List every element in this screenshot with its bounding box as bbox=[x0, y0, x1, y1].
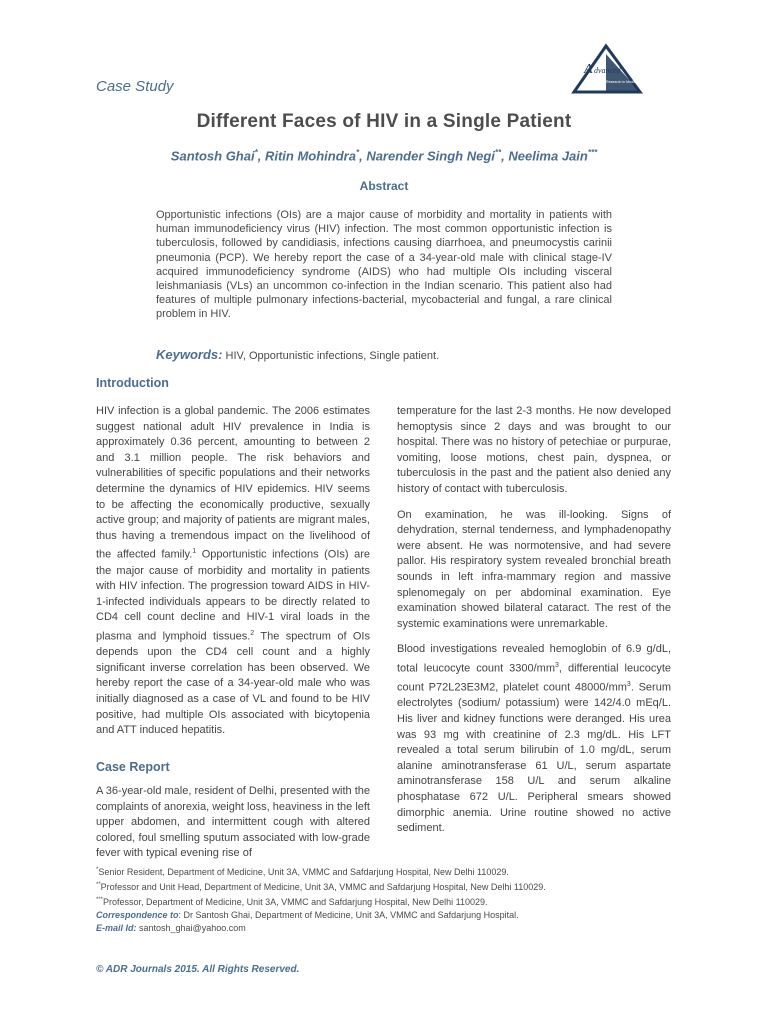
keywords-line bbox=[156, 347, 612, 362]
author-mark: * bbox=[254, 148, 258, 157]
logo-subtext: Research in Medicine bbox=[606, 80, 641, 84]
journal-logo bbox=[566, 40, 662, 100]
keywords-label: Keywords: bbox=[156, 347, 223, 362]
email-line bbox=[96, 922, 696, 935]
footnote-2 bbox=[96, 879, 696, 894]
right-column-text bbox=[397, 404, 671, 847]
footnote-mark: *** bbox=[96, 897, 104, 903]
superscript: 3 bbox=[555, 661, 559, 669]
footnote-text: Senior Resident, Department of Medicine, Unit 3A, VMMC and Safdarjung Hospital, New Delhi 110029. bbox=[98, 867, 509, 877]
correspondence-text: : Dr Santosh Ghai, Department of Medicine, Unit 3A, VMMC and Safdarjung Hospital. bbox=[178, 910, 519, 920]
email-label: E-mail Id: bbox=[96, 923, 137, 933]
article-title: Different Faces of HIV in a Single Patient bbox=[196, 111, 572, 132]
correspondence-label: Correspondence to bbox=[96, 910, 179, 920]
intro-part1: HIV infection is a global pandemic. The 2006 estimates suggest national adult HIV prevalence in India is approximately 0.36 percent, amounting to between 2 and 3.1 million people. The risk behaviors and vulnerabilities of specific populations and their networks determine the dynamics of HIV epidemics. HIV seems to be affecting the economically productive, sexually active group; and majority of patients are migrant males, thus having a tremendous impact on the livelihood of the affected family. bbox=[96, 405, 370, 561]
abstract-heading: Abstract bbox=[359, 179, 409, 193]
reference-2: 2 bbox=[250, 629, 255, 637]
author-name: Narender Singh Negi bbox=[366, 148, 495, 164]
section-label: Case Study bbox=[96, 78, 174, 95]
examination-paragraph: On examination, he was ill-looking. Signs of dehydration, sternal tenderness, and lymphadenopathy were absent. He was normotensive, and had severe pallor. His respiratory system revealed bronchial breath sounds in left infra-mammary region and massive splenomegaly on per abdominal examination. Eye examination showed bilateral cataract. The rest of the systemic examinations were unremarkable. bbox=[397, 508, 671, 630]
footnote-text: Professor and Unit Head, Department of Medicine, Unit 3A, VMMC and Safdarjung Hospital, New Delhi 110029. bbox=[100, 882, 546, 892]
superscript: 3 bbox=[626, 681, 631, 689]
intro-part3: The spectrum of OIs depends upon the CD4 cell count and a highly significant inverse correlation has been observed. We hereby report the case of a 34-year-old male who was initially diagnosed as a case of VL and found to be HIV positive, had multiple OIs associated with bicytopenia and ATT induced hepatitis. bbox=[96, 630, 370, 737]
footnote-3 bbox=[96, 894, 696, 909]
footnote-mark: * bbox=[96, 867, 99, 873]
footnote-1 bbox=[96, 864, 696, 879]
author-name: Neelima Jain bbox=[508, 148, 588, 164]
footnote-text: Professor, Department of Medicine, Unit 3A, VMMC and Safdarjung Hospital, New Delhi 110029. bbox=[103, 897, 488, 907]
investigations-part-b: , differential leucocyte count P72L23E3M2, platelet count 48000/mm bbox=[397, 662, 671, 694]
email-address[interactable]: santosh_ghai@yahoo.com bbox=[136, 923, 246, 933]
keywords-text: HIV, Opportunistic infections, Single patient. bbox=[225, 350, 440, 362]
investigations-part-c: . Serum electrolytes (sodium/ potassium) were 142/4.0 mEq/L. His liver and kidney functions were deranged. His urea was 93 mg with creatinine of 2.3 mg/dL. His LFT revealed a total serum bilirubin of 1.0 mg/dL, serum alanine aminotransferase 61 U/L, serum aspartate aminotransferase 158 U/L and serum alkaline phosphatase 672 U/L. Peripheral smears showed dimorphic anemia. Urine routine showed no active sediment. bbox=[397, 681, 671, 835]
investigations-part-a: Blood investigations revealed hemoglobin of 6.9 g/dL, total leucocyte count 3300/mm bbox=[397, 643, 671, 675]
copyright-notice: © ADR Journals 2015. All Rights Reserved. bbox=[96, 964, 300, 975]
svg-text:A: A bbox=[584, 62, 593, 77]
case-report-text bbox=[96, 784, 370, 872]
author-mark: * bbox=[355, 148, 360, 157]
intro-part2: Opportunistic infections (OIs) are the major cause of morbidity and mortality in patients with HIV infection. The progression toward AIDS in HIV-1-infected individuals appears to be directly related to CD4 cell count decline and HIV-1 viral loads in the plasma and lymphoid tissues. bbox=[96, 549, 371, 643]
abstract-text: Opportunistic infections (OIs) are a major cause of morbidity and mortality in patients with human immunodeficiency virus (HIV) infection. The most common opportunistic infection is tuberculosis, followed by candidiasis, infections causing diarrhoea, and pneumocystis carinii pneumonia (PCP). We hereby report the case of a 34-year-old male with clinical stage-IV acquired immunodeficiency syndrome (AIDS) who had multiple OIs including visceral leishmaniasis (VLs) an uncommon co-infection in the Indian scenario. This patient also had features of multiple pulmonary infections-bacterial, mycobacterial and fungal, a rare clinical problem in HIV. bbox=[156, 209, 612, 321]
author-mark: ** bbox=[494, 148, 502, 157]
reference-1: 1 bbox=[192, 548, 197, 556]
footnote-mark: ** bbox=[96, 882, 101, 888]
history-paragraph: temperature for the last 2-3 months. He now developed hemoptysis since 2 days and was brought to our hospital. There was no history of petechiae or purpurae, vomiting, loose motions, chest pain, dyspnea, or tuberculosis in the past and the patient also denied any history of contact with tuberculosis. bbox=[397, 405, 671, 495]
introduction-heading: Introduction bbox=[96, 376, 169, 390]
investigations-paragraph bbox=[397, 642, 671, 836]
case-report-paragraph: A 36-year-old male, resident of Delhi, presented with the complaints of anorexia, weight loss, heaviness in the left upper abdomen, and intermittent cough with altered colored, foul smelling sputum associated with low-grade fever with typical evening rise of bbox=[96, 785, 370, 860]
author-name: Ritin Mohindra bbox=[264, 148, 356, 164]
footnotes bbox=[96, 864, 696, 935]
case-report-heading: Case Report bbox=[96, 760, 170, 774]
author-mark: *** bbox=[587, 148, 598, 157]
introduction-text bbox=[96, 404, 370, 749]
logo-text: dvanced bbox=[594, 66, 621, 75]
author-list: Santosh Ghai*, Ritin Mohindra*, Narender Singh Negi**, Neelima Jain*** bbox=[170, 148, 598, 164]
correspondence-line bbox=[96, 909, 696, 922]
author-name: Santosh Ghai bbox=[170, 148, 255, 164]
